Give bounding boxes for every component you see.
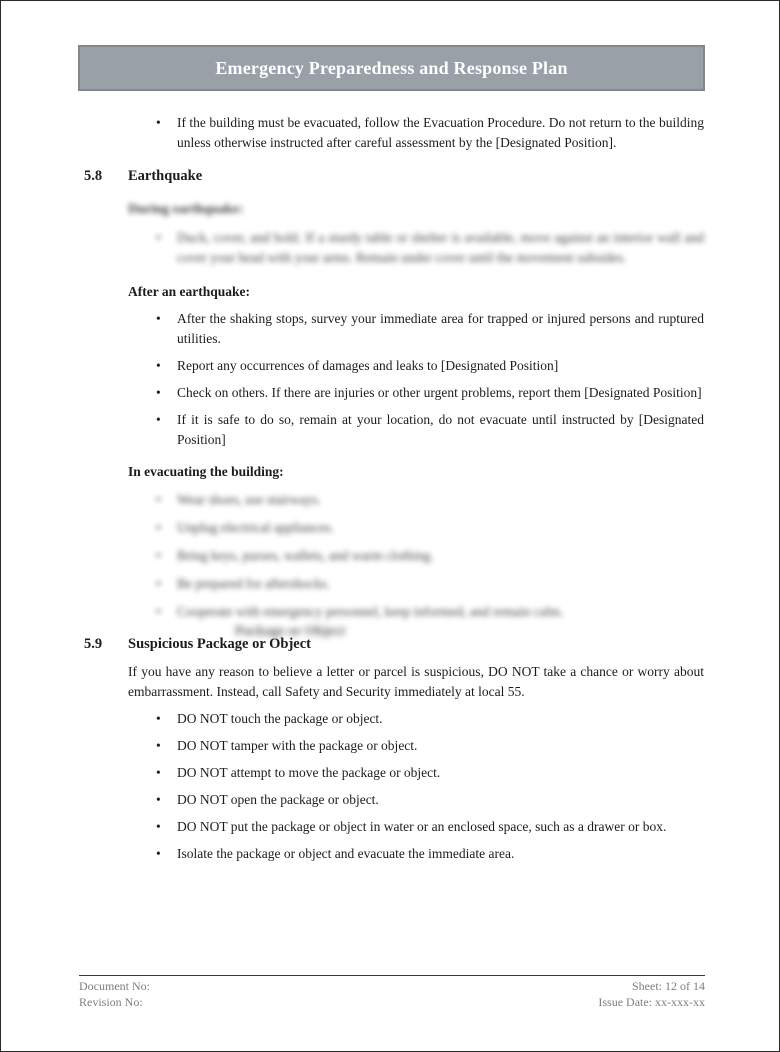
bullet-icon: • — [156, 819, 161, 834]
list-item-text: Isolate the package or object and evacuate the immediate area. — [177, 846, 515, 861]
list-item-text: DO NOT open the package or object. — [177, 792, 379, 807]
bullet-icon: • — [156, 492, 161, 507]
list-item — [156, 844, 704, 864]
list-item — [156, 763, 704, 783]
revision-no-label: Revision No: — [79, 995, 143, 1009]
bullet-icon: • — [156, 115, 161, 130]
list-item-blurred — [156, 546, 704, 566]
footer-left-block — [79, 978, 150, 1010]
section-heading-59 — [84, 624, 704, 654]
issue-date: Issue Date: xx-xxx-xx — [598, 995, 705, 1009]
list-item-blurred — [156, 490, 704, 510]
document-no-label: Document No: — [79, 979, 150, 993]
document-title: Emergency Preparedness and Response Plan — [215, 58, 568, 78]
list-item-blurred — [156, 602, 704, 622]
subheading-during-earthquake: During earthquake: — [128, 201, 244, 216]
subheading-after-earthquake: After an earthquake: — [128, 284, 250, 299]
list-item-text: Check on others. If there are injuries or other urgent problems, report them [Designated Position] — [177, 385, 702, 400]
list-item-text: Cooperate with emergency personnel, keep informed, and remain calm. — [177, 604, 564, 619]
list-item-text: Unplug electrical appliances. — [177, 520, 335, 535]
bullet-icon: • — [156, 358, 161, 373]
list-item-text: DO NOT touch the package or object. — [177, 711, 383, 726]
section-title: Suspicious Package or Object — [128, 636, 311, 652]
list-item-text: Duck, cover, and hold. If a sturdy table or shelter is available, move against an interior wall and cover your head with your arms. Remain under cover until the movement subsides. — [177, 230, 704, 265]
list-item — [156, 383, 704, 403]
bullet-icon: • — [156, 711, 161, 726]
bullet-icon: • — [156, 576, 161, 591]
list-item-text: DO NOT tamper with the package or object. — [177, 738, 418, 753]
bullet-icon: • — [156, 230, 161, 245]
list-item-text: After the shaking stops, survey your immediate area for trapped or injured persons and ruptured utilities. — [177, 311, 704, 346]
list-item — [156, 356, 704, 376]
bullet-icon: • — [156, 412, 161, 427]
subheading-evacuating-building: In evacuating the building: — [128, 464, 284, 479]
sheet-number: Sheet: 12 of 14 — [632, 979, 705, 993]
section-number: 5.9 — [84, 636, 103, 652]
list-item-blurred — [156, 518, 704, 538]
list-item — [156, 410, 704, 450]
list-item — [156, 790, 704, 810]
list-item — [156, 817, 704, 837]
bullet-icon: • — [156, 738, 161, 753]
list-item — [156, 309, 704, 349]
bullet-icon: • — [156, 520, 161, 535]
bullet-icon: • — [156, 765, 161, 780]
section-title: Earthquake — [128, 168, 203, 184]
list-item-text: Be prepared for aftershocks. — [177, 576, 330, 591]
bullet-icon: • — [156, 846, 161, 861]
list-item — [156, 736, 704, 756]
list-item-text: Report any occurrences of damages and leaks to [Designated Position] — [177, 358, 559, 373]
list-item-blurred — [156, 574, 704, 594]
list-item — [156, 709, 704, 729]
footer-right-block — [598, 978, 705, 1010]
bullet-icon: • — [156, 385, 161, 400]
blurred-ghost-text: Package or Object — [235, 624, 346, 639]
list-item-text: If the building must be evacuated, follow the Evacuation Procedure. Do not return to the building unless otherwise instructed after careful assessment by the [Designated Position]. — [177, 115, 704, 150]
bullet-icon: • — [156, 548, 161, 563]
title-banner — [78, 45, 705, 91]
section-paragraph: If you have any reason to believe a letter or parcel is suspicious, DO NOT take a chance or worry about embarrassment. Instead, call Safety and Security immediately at local 55. — [128, 664, 704, 699]
list-item-text: DO NOT put the package or object in water or an enclosed space, such as a drawer or box. — [177, 819, 667, 834]
section-heading-58 — [84, 166, 704, 186]
page-footer — [79, 975, 705, 1010]
list-item-text: If it is safe to do so, remain at your location, do not evacuate until instructed by [Designated Position] — [177, 412, 704, 447]
bullet-icon: • — [156, 792, 161, 807]
bullet-icon: • — [156, 604, 161, 619]
page-content — [84, 113, 704, 864]
list-item-text: Wear shoes, use stairways. — [177, 492, 321, 507]
section-number: 5.8 — [84, 168, 103, 184]
list-item-text: DO NOT attempt to move the package or object. — [177, 765, 441, 780]
list-item — [156, 113, 704, 153]
list-item-blurred — [156, 228, 704, 268]
list-item-text: Bring keys, purses, wallets, and warm clothing. — [177, 548, 434, 563]
bullet-icon: • — [156, 311, 161, 326]
